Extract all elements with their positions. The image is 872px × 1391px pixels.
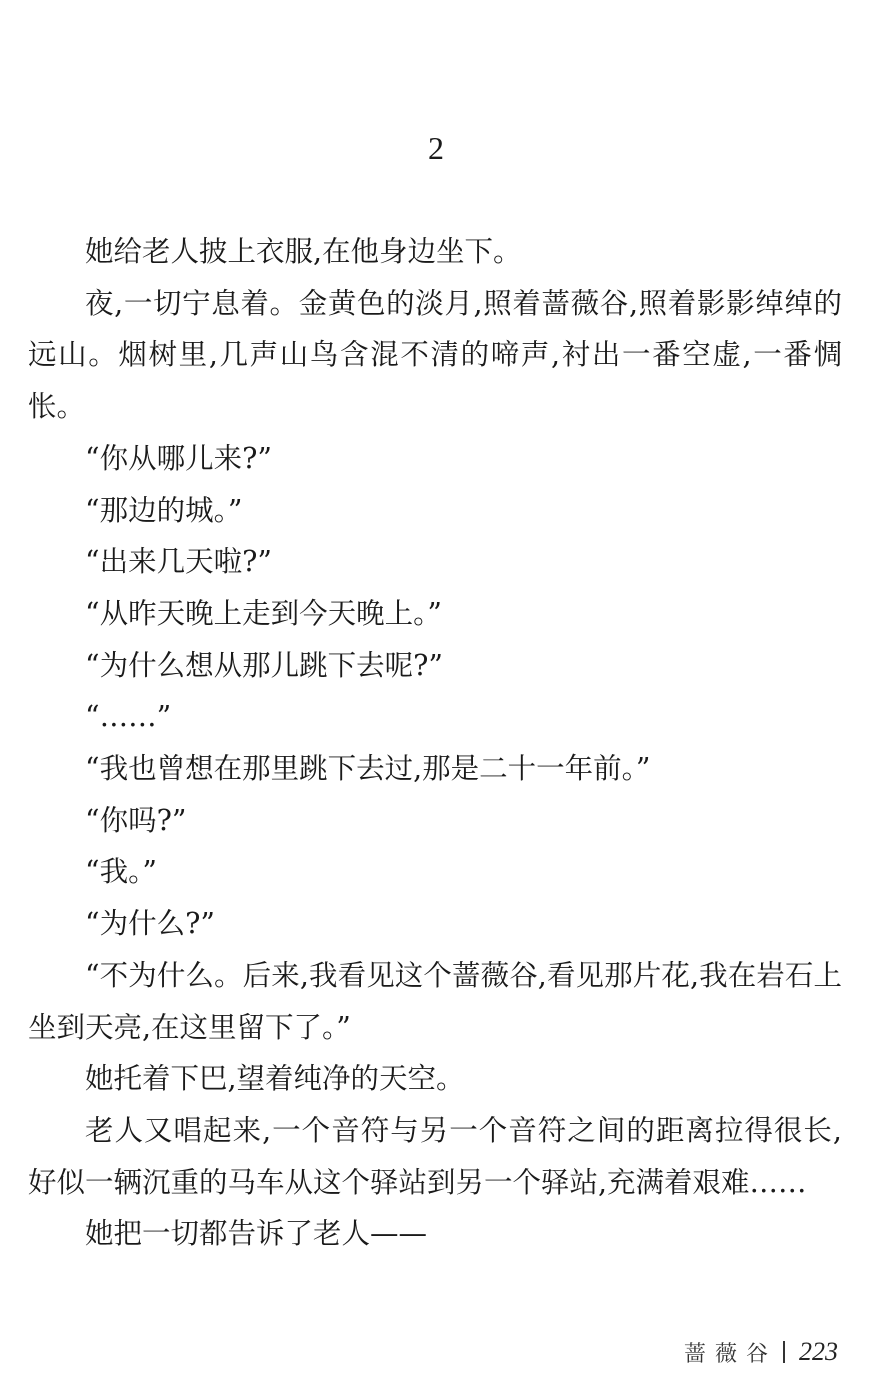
chapter-number: 2 (428, 130, 444, 166)
page-number: 223 (799, 1337, 838, 1366)
paragraph: “……” (85, 700, 172, 734)
paragraph: 她托着下巴,望着纯净的天空。 (85, 1062, 465, 1096)
paragraph: “那边的城。” (85, 493, 243, 527)
paragraph: “我也曾想在那里跳下去过,那是二十一年前。” (85, 752, 651, 786)
paragraph: 老人又唱起来,一个音符与另一个音符之间的距离拉得很长,好似一辆沉重的马车从这个驿站到另一个驿站,充满着艰难…… (28, 1113, 842, 1199)
paragraph: “你从哪儿来?” (85, 441, 272, 475)
paragraph: 夜,一切宁息着。金黄色的淡月,照着蔷薇谷,照着影影绰绰的远山。烟树里,几声山鸟含混不清的啼声,衬出一番空虚,一番惆怅。 (28, 286, 842, 424)
paragraph: 她给老人披上衣服,在他身边坐下。 (85, 235, 522, 268)
paragraph: 她把一切都告诉了老人—— (85, 1217, 428, 1251)
body-text (28, 226, 842, 1260)
paragraph: “我。” (85, 855, 157, 889)
paragraph: “你吗?” (85, 803, 187, 837)
running-title: 蔷薇谷 (683, 1341, 777, 1367)
footer-divider (783, 1341, 785, 1363)
paragraph: “为什么想从那儿跳下去呢?” (85, 648, 443, 682)
page-footer (684, 1332, 838, 1372)
paragraph: “从昨天晚上走到今天晚上。” (85, 596, 442, 630)
paragraph: “出来几天啦?” (85, 545, 272, 579)
paragraph: “不为什么。后来,我看见这个蔷薇谷,看见那片花,我在岩石上坐到天亮,在这里留下了。” (28, 958, 842, 1044)
paragraph: “为什么?” (85, 907, 215, 941)
